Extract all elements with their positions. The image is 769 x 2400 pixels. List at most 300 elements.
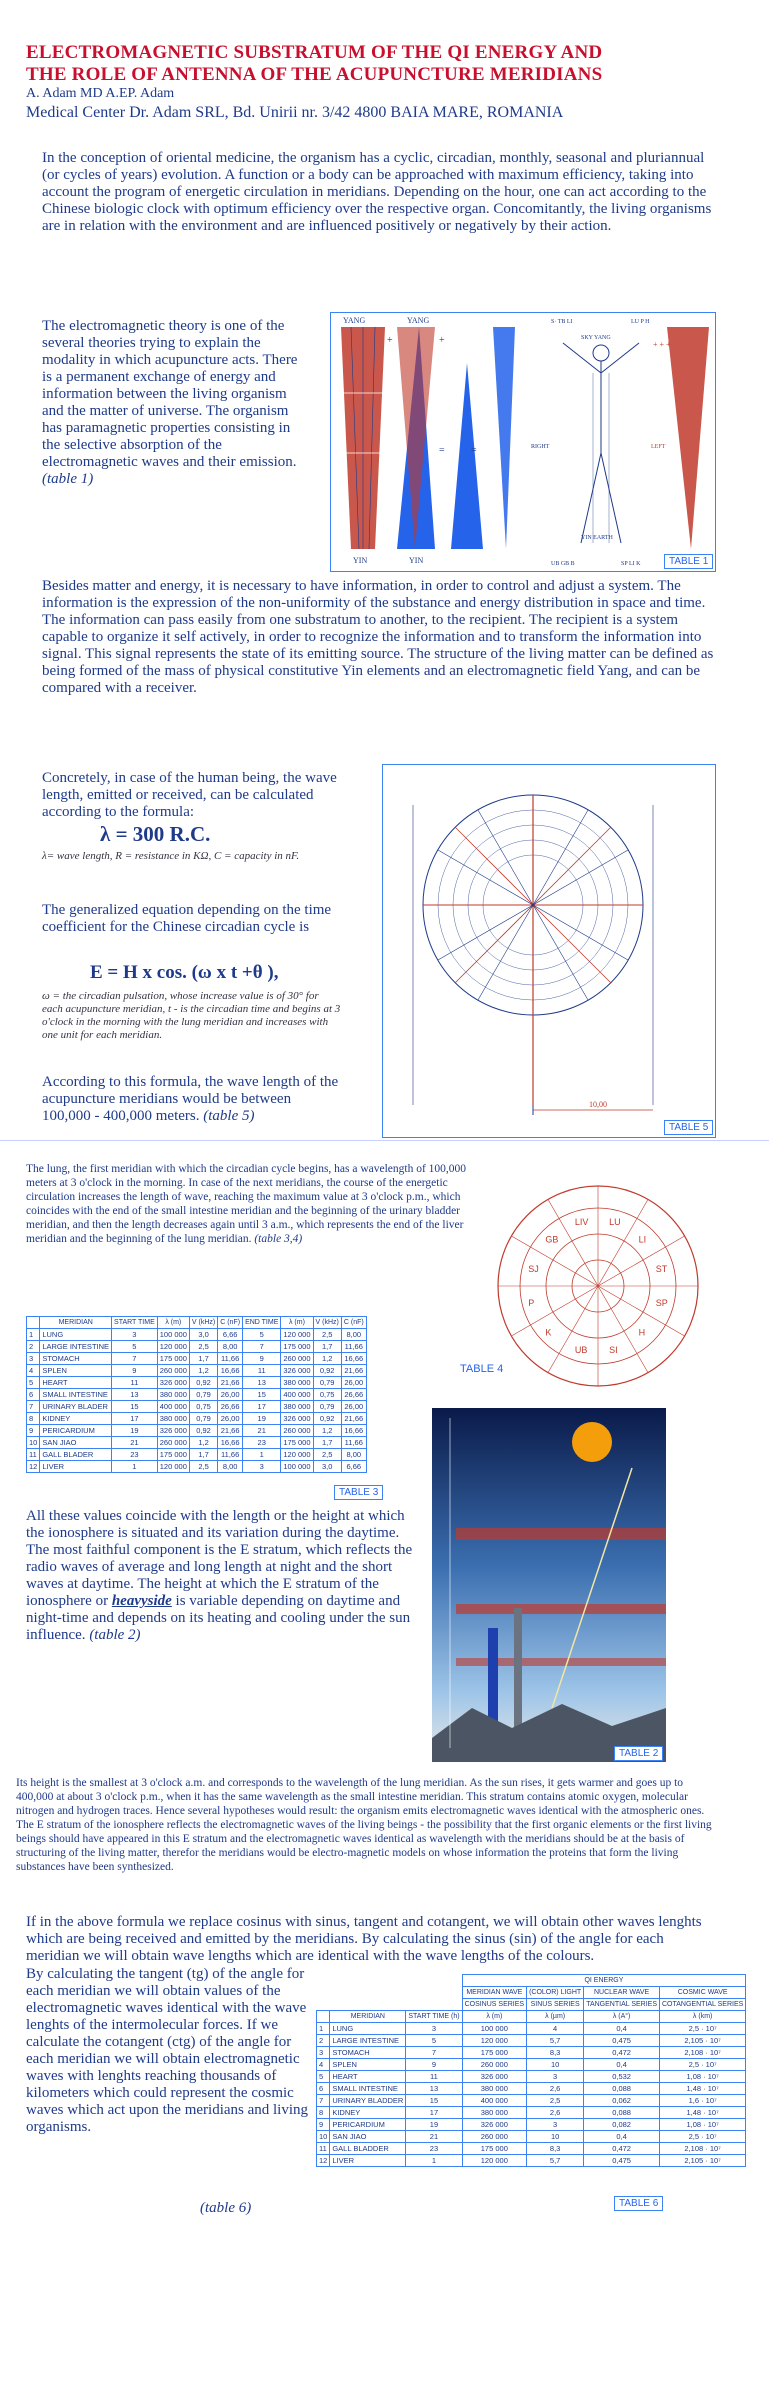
table-cell: 11,66 [341,1437,366,1449]
lung-text: The lung, the first meridian with which the circadian cycle begins, has a wavelength of 100,000 meters at 3 o'clock in the morning. In case of the next meridians, the course of the energetic circulation increases the length of wave, reaching the maximum value at 3 o'clock p.m., which coincides with the end of the small intestine meridian and the beginning of the urinary bladder meridian, and then the length decreases again until 3 a.m., which represents the end of the liver meridian and the beginning of the lung meridian. [26,1163,467,1245]
table-cell: HEART [40,1377,112,1389]
table-cell: 380 000 [462,2083,527,2095]
table-cell: 0,92 [189,1425,217,1437]
theory-ref: (table 1) [42,471,94,487]
table-cell: 13 [243,1377,281,1389]
table-cell: LARGE INTESTINE [40,1341,112,1353]
table-cell: 2,105 · 10⁷ [660,2035,746,2047]
table2-label: TABLE 2 [614,1746,663,1761]
authors: A. Adam MD A.EP. Adam [26,86,175,101]
table-cell: 11,66 [218,1353,243,1365]
table3-header-9: C (nF) [341,1317,366,1329]
table5-label: TABLE 5 [664,1120,713,1135]
table-cell: 260 000 [157,1437,189,1449]
table1-figure [330,312,716,572]
table-row [317,2023,746,2035]
table-cell: 10 [527,2131,584,2143]
theory-paragraph [42,318,304,488]
iono-ref: (table 2) [89,1627,141,1643]
table-cell: PERICARDIUM [40,1425,112,1437]
table-cell: 1,2 [189,1437,217,1449]
table-cell: 12 [27,1461,40,1473]
table3-header-2: START TIME [112,1317,158,1329]
table-cell: 120 000 [462,2155,527,2167]
table-cell: 0,4 [584,2023,660,2035]
tangent-ref [200,2200,251,2217]
table-cell: 11 [112,1377,158,1389]
table-cell: 260 000 [157,1365,189,1377]
table-cell: 16,66 [341,1353,366,1365]
theory-text: The electromagnetic theory is one of the several theories trying to explain the modality in which acupuncture acts. There is a permanent exchange of energy and information between the living organism and the matter of universe. The organism has paramagnetic properties consisting in the selective absorption of the electromagnetic waves and their emission. [42,318,298,470]
table-row [317,2095,746,2107]
table-cell: 7 [317,2095,330,2107]
table-cell: LARGE INTESTINE [330,2035,406,2047]
lung-ref: (table 3,4) [254,1233,303,1245]
table-row [317,2035,746,2047]
table2-diagram [432,1408,666,1762]
table5-diagram [383,765,715,1137]
table-cell: 260 000 [281,1353,313,1365]
table-cell: KIDNEY [40,1413,112,1425]
table4-figure [478,1172,718,1400]
t6-series-1: SINUS SERIES [527,1999,584,2011]
table5-figure [382,764,716,1138]
table-cell: 326 000 [157,1377,189,1389]
tangent-paragraph: By calculating the tangent (tg) of the angle for each meridian we will obtain values of the electromagnetic waves identical with the wave lenghts of the intermolecular forces. If we calculate the cotangent (ctg) of the angle for each meridian we will obtain electromagnetic waves with lenghts reaching thousands of kilometers which could represent the cosmic waves which act upon the meridians and living organisms. [26,1966,309,2135]
table-cell: 9 [112,1365,158,1377]
table-cell: 2,105 · 10⁷ [660,2155,746,2167]
table-cell: 9 [27,1425,40,1437]
table-cell: 23 [406,2143,462,2155]
table-cell: 8,3 [527,2047,584,2059]
table-cell: 21 [112,1437,158,1449]
page-divider [0,1140,769,1141]
table-cell: 8 [317,2107,330,2119]
table-cell: 0,79 [313,1401,341,1413]
table3-header-1: MERIDIAN [40,1317,112,1329]
wheel-label: ST [655,1263,668,1274]
table6-header-0 [317,2011,330,2023]
table-cell: LIVER [330,2155,406,2167]
table4-label: TABLE 4 [456,1362,507,1376]
formula-2-note: ω = the circadian pulsation, whose increase value is of 30° for each acupuncture meridian, t - is the circadian time and begins at 3 o'clock in the morning with the lung meridian and increases with one unit for each meridian. [42,990,341,1041]
table-cell: 7 [27,1401,40,1413]
table-cell: 175 000 [157,1449,189,1461]
table-cell: HEART [330,2071,406,2083]
wheel-label: LU [609,1217,621,1228]
table-cell: 15 [112,1401,158,1413]
table-cell: 4 [527,2023,584,2035]
table-cell: 3 [27,1353,40,1365]
table-cell: 26,00 [218,1413,243,1425]
table-cell: 400 000 [157,1401,189,1413]
table-cell: 0,088 [584,2107,660,2119]
table-cell: 8,00 [341,1449,366,1461]
table-cell: 12 [317,2155,330,2167]
table-cell: 0,79 [189,1413,217,1425]
table-cell: 400 000 [281,1389,313,1401]
table-cell: 5 [112,1341,158,1353]
table6-header-5: λ (A°) [584,2011,660,2023]
table-cell: 1 [112,1461,158,1473]
page-title [26,42,746,86]
svg-text:+: + [439,335,445,346]
table-cell: 11 [243,1365,281,1377]
affiliation: Medical Center Dr. Adam SRL, Bd. Unirii nr. 3/42 4800 BAIA MARE, ROMANIA [26,104,564,121]
concretely-paragraph: Concretely, in case of the human being, the wave length, emitted or received, can be calculated according to the formula: [42,770,337,820]
table-cell: 0,79 [313,1377,341,1389]
table-cell: 120 000 [157,1461,189,1473]
wheel-label: K [545,1327,552,1338]
table3-container [26,1316,367,1473]
table-cell: 6,66 [341,1461,366,1473]
table-cell: 0,088 [584,2083,660,2095]
according-paragraph [42,1074,342,1125]
wheel-label: SJ [528,1263,539,1274]
table-cell: 0,79 [189,1389,217,1401]
table-row [27,1353,367,1365]
table-row [317,2083,746,2095]
table-row [317,2107,746,2119]
table-cell: PERICARDIUM [330,2119,406,2131]
table-cell: 1,2 [189,1365,217,1377]
table3-header-6: END TIME [243,1317,281,1329]
table-cell: 9 [406,2059,462,2071]
information-paragraph: Besides matter and energy, it is necessary to have information, in order to control and adjust a system. The information is the expression of the non-uniformity of the substance and energy distribution in space and time. The information can pass easily from one substratum to another, to the recipient. The recipient is a system capable to organize it self actively, in order to recognize the information and to transform the information into signal. This signal represents the state of its emitting source. The structure of the living matter can be defined as being formed of the mass of physical constitutive Yin elements and an electromagnetic field Yang, and can be compared with a receiver. [42,578,714,696]
table-cell: 6 [27,1389,40,1401]
t5-scale: 10,00 [589,1100,607,1109]
table-cell: 13 [406,2083,462,2095]
table-cell: 8,00 [341,1329,366,1341]
table-cell: 0,082 [584,2119,660,2131]
table-cell: 120 000 [281,1329,313,1341]
table-cell: 1,48 · 10⁷ [660,2083,746,2095]
table-cell: 7 [112,1353,158,1365]
table-cell: 380 000 [281,1377,313,1389]
table-cell: 326 000 [462,2071,527,2083]
according-text: According to this formula, the wave length of the acupuncture meridians would be between 100,000 - 400,000 meters. [42,1074,339,1124]
table-cell: 2 [317,2035,330,2047]
table-cell: 2,5 · 10⁷ [660,2023,746,2035]
t1-right: RIGHT [531,444,550,450]
t1-earth: YIN EARTH [581,535,613,541]
table-cell: 326 000 [281,1365,313,1377]
table-cell: 2,6 [527,2083,584,2095]
iono-keyword: heavyside [111,1593,172,1609]
table-cell: 9 [317,2119,330,2131]
table6 [316,1974,746,2167]
table-cell: URINARY BLADDER [330,2095,406,2107]
table-cell: 0,75 [313,1389,341,1401]
t6-sub-3: COSMIC WAVE [660,1987,746,1999]
table-cell: 5 [27,1377,40,1389]
t1-top2: LU P H [631,319,650,325]
table6-container [316,1974,746,2167]
wheel-label: LIV [574,1217,589,1228]
table-cell: 23 [243,1437,281,1449]
table-cell: 8,00 [218,1341,243,1353]
svg-text:+ + +: + + + [653,340,671,349]
table-cell: 1,7 [313,1437,341,1449]
table-cell: 21,66 [218,1425,243,1437]
ionosphere-paragraph [26,1508,414,1644]
table-cell: STOMACH [40,1353,112,1365]
table-cell: 1,08 · 10⁷ [660,2119,746,2131]
t1-yang-2: YANG [407,316,430,325]
wheel-label: GB [545,1234,559,1245]
t6-sub-0: MERIDIAN WAVE [462,1987,527,1999]
table-cell: 26,00 [341,1377,366,1389]
table-row [27,1413,367,1425]
table3 [26,1316,367,1473]
table-cell: 11,66 [341,1341,366,1353]
table-cell: 0,92 [313,1413,341,1425]
table-cell: 15 [406,2095,462,2107]
table-cell: 0,472 [584,2047,660,2059]
table6-header-3: λ (m) [462,2011,527,2023]
title-line-2: THE ROLE OF ANTENNA OF THE ACUPUNCTURE MERIDIANS [26,64,603,85]
table-cell: 16,66 [218,1365,243,1377]
table3-label: TABLE 3 [334,1485,383,1500]
table-cell: 0,75 [189,1401,217,1413]
table-row [27,1461,367,1473]
table-cell: 1,7 [189,1353,217,1365]
table-cell: 3,0 [313,1461,341,1473]
svg-text:=: = [471,445,477,456]
table-row [317,2059,746,2071]
table-row [27,1377,367,1389]
table-cell: 0,532 [584,2071,660,2083]
table-cell: 3 [317,2047,330,2059]
table-cell: 2,5 · 10⁷ [660,2059,746,2071]
t6-series-2: TANGENTIAL SERIES [584,1999,660,2011]
wheel-label: H [638,1327,646,1338]
table-cell: 380 000 [462,2107,527,2119]
table-cell: 326 000 [157,1425,189,1437]
table-cell: 11 [406,2071,462,2083]
table6-header-4: λ (µm) [527,2011,584,2023]
table-cell: 1,2 [313,1425,341,1437]
table-cell: 3,0 [189,1329,217,1341]
formula-1: λ = 300 R.C. [100,822,211,846]
table-cell: GALL BLADER [40,1449,112,1461]
table-cell: 100 000 [281,1461,313,1473]
table-cell: 2 [27,1341,40,1353]
table-cell: 1,48 · 10⁷ [660,2107,746,2119]
table-cell: 0,4 [584,2131,660,2143]
table-row [317,2047,746,2059]
table-cell: 10 [317,2131,330,2143]
table-cell: 7 [243,1341,281,1353]
table-cell: 100 000 [157,1329,189,1341]
generalized-paragraph: The generalized equation depending on the time coefficient for the Chinese circadian cycle is [42,902,332,935]
table1-diagram [331,313,715,571]
table-cell: SMALL INTESTINE [330,2083,406,2095]
table-cell: 17 [406,2107,462,2119]
t6-series-0: COSINUS SERIES [462,1999,527,2011]
table-cell: 5 [243,1329,281,1341]
intro-paragraph: In the conception of oriental medicine, the organism has a cyclic, circadian, monthly, seasonal and pluriannual (or cycles of years) evolution. A function or a body can be approached with maximum efficiency, taking into account the program of energetic circulation in meridians. Depending on the hour, one can act according to the Chinese biologic clock with optimum efficiency over the respective organ. Concomitantly, the living organisms are in relation with the environment and are influenced positively or negatively by their action. [42,150,712,234]
table-cell: 9 [243,1353,281,1365]
table-cell: 26,66 [218,1401,243,1413]
t1-left: LEFT [651,444,666,450]
svg-text:+: + [387,335,393,346]
formula-1-note: λ= wave length, R = resistance in KΩ, C = capacity in nF. [42,850,300,862]
table-cell: 2,5 [313,1329,341,1341]
t1-bottom: UB GB B [551,561,575,567]
table-cell: 120 000 [157,1341,189,1353]
table-row [317,2155,746,2167]
table-cell: 175 000 [157,1353,189,1365]
table3-header-0 [27,1317,40,1329]
cosine-paragraph: If in the above formula we replace cosinus with sinus, tangent and cotangent, we will obtain other waves lenghts which are being received and emitted by the meridians. By calculating the sinus (sin) of the angle for each meridian we will obtain wave lengths which are identical with the wave lengths of the colours. [26,1914,702,1964]
table2-figure [432,1408,666,1762]
table-cell: 1 [317,2023,330,2035]
table-cell: 3 [527,2119,584,2131]
t1-yin-2: YIN [409,556,424,565]
t1-sky: SKY YANG [581,335,611,341]
table-cell: 2,5 [189,1461,217,1473]
table-cell: 21 [243,1425,281,1437]
table-row [27,1329,367,1341]
table-cell: LUNG [40,1329,112,1341]
table-cell: 5,7 [527,2035,584,2047]
table-row [27,1437,367,1449]
wheel-label: SP [655,1298,668,1309]
table-cell: 11 [317,2143,330,2155]
table-cell: STOMACH [330,2047,406,2059]
table-cell: 26,00 [218,1389,243,1401]
table-cell: 16,66 [218,1437,243,1449]
table-cell: SMALL INTESTINE [40,1389,112,1401]
table-cell: 1 [243,1449,281,1461]
table-row [27,1449,367,1461]
lung-paragraph [26,1162,478,1246]
table-cell: 0,475 [584,2035,660,2047]
table-cell: 8 [27,1413,40,1425]
table-cell: 1,08 · 10⁷ [660,2071,746,2083]
table-cell: 8,3 [527,2143,584,2155]
table-cell: 120 000 [281,1449,313,1461]
table-cell: 120 000 [462,2035,527,2047]
table-cell: 1,2 [313,1353,341,1365]
t1-top: S· TB LI [551,319,573,325]
table-row [317,2143,746,2155]
table-cell: 2,108 · 10⁷ [660,2047,746,2059]
iono-end: is variable depending on daytime and night-time and depends on its heating and cooling under the sun influence. [26,1593,411,1643]
table-cell: 7 [406,2047,462,2059]
table-row [317,2071,746,2083]
table3-header-8: V (kHz) [313,1317,341,1329]
table-cell: 8,00 [218,1461,243,1473]
svg-text:=: = [439,445,445,456]
iono-text: All these values coincide with the length or the height at which the ionosphere is situated and its variation during the daytime. The most faithful component is the E stratum, which reflects the radio waves of average and long length at night and the short waves at daytime. The height at which the E stratum of the ionosphere or [26,1508,413,1609]
table-cell: SAN JIAO [330,2131,406,2143]
table-cell: 15 [243,1389,281,1401]
table-cell: 0,472 [584,2143,660,2155]
table-cell: 21,66 [341,1413,366,1425]
table4-diagram [478,1172,718,1400]
table-cell: 1,7 [189,1449,217,1461]
table-cell: 21,66 [341,1365,366,1377]
according-ref: (table 5) [203,1108,255,1124]
table-cell: URINARY BLADER [40,1401,112,1413]
table-cell: 400 000 [462,2095,527,2107]
table-cell: 2,5 [527,2095,584,2107]
table-cell: 5,7 [527,2155,584,2167]
table-cell: 3 [406,2023,462,2035]
t6-sub-1: (COLOR) LIGHT [527,1987,584,1999]
table-cell: 3 [243,1461,281,1473]
table-cell: 2,5 [189,1341,217,1353]
table-cell: 19 [112,1425,158,1437]
height-paragraph: Its height is the smallest at 3 o'clock a.m. and corresponds to the wavelength of the lung meridian. As the sun rises, it gets warmer and goes up to 400,000 at about 3 o'clock p.m., when it has the same wavelength as the small intestine meridian. This stratum contains atomic oxygen, molecular nitrogen and hydrogen traces. Hence several hypotheses would result: the organism emits electromagnetic waves identical with the atmospheric ones. The E stratum of the ionosphere reflects the electromagnetic waves of the living beings - the possibility that the first organic elements or the first living beings should have appeared in this E stratum and the electromagnetic waves identical as wavelength with the meridians should be at the basis of structuring of the living matter, therefor the meridians would be electro-magnetic models on whose information the proteins that form the living substances have been synthesized. [16,1777,712,1873]
table-cell: 13 [112,1389,158,1401]
table-cell: 23 [112,1449,158,1461]
table-cell: 10 [527,2059,584,2071]
table-cell: 260 000 [281,1425,313,1437]
table-cell: 10 [27,1437,40,1449]
table-cell: 26,00 [341,1401,366,1413]
table-cell: 2,5 · 10⁷ [660,2131,746,2143]
table-cell: SAN JIAO [40,1437,112,1449]
table-cell: SPLEN [330,2059,406,2071]
table-row [27,1341,367,1353]
wheel-label: SI [609,1344,618,1355]
table3-header-7: λ (m) [281,1317,313,1329]
table-cell: 5 [406,2035,462,2047]
t1-yin-1: YIN [353,556,368,565]
table-cell: 2,5 [313,1449,341,1461]
wheel-label: UB [574,1344,588,1355]
table-cell: 0,92 [313,1365,341,1377]
table-cell: 0,4 [584,2059,660,2071]
table-cell: GALL BLADDER [330,2143,406,2155]
wheel-label: P [528,1298,535,1309]
table-cell: 2,6 [527,2107,584,2119]
table3-header-3: λ (m) [157,1317,189,1329]
formula-2: E = H x cos. (ω x t +θ ), [90,962,279,983]
wheel-label: LI [638,1234,647,1245]
table6-label: TABLE 6 [614,2196,663,2211]
t6-series-3: COTANGENTIAL SERIES [660,1999,746,2011]
table-cell: 380 000 [281,1401,313,1413]
table-cell: 6,66 [218,1329,243,1341]
table-cell: 260 000 [462,2131,527,2143]
table-cell: 5 [317,2071,330,2083]
table6-header-6: λ (km) [660,2011,746,2023]
t1-yang-1: YANG [343,316,366,325]
table-cell: 0,475 [584,2155,660,2167]
table-cell: 4 [27,1365,40,1377]
t6-sub-2: NUCLEAR WAVE [584,1987,660,1999]
table-cell: SPLEN [40,1365,112,1377]
table-cell: 175 000 [281,1437,313,1449]
table-cell: 1 [27,1329,40,1341]
table-row [317,2119,746,2131]
table6-header-1: MERIDIAN [330,2011,406,2023]
table-cell: 380 000 [157,1389,189,1401]
table-cell: 19 [406,2119,462,2131]
table-row [27,1401,367,1413]
table-cell: 21,66 [218,1377,243,1389]
table-cell: 326 000 [462,2119,527,2131]
table-cell: 175 000 [462,2143,527,2155]
t6-group: QI ENERGY [462,1975,746,1987]
table-cell: 2,108 · 10⁷ [660,2143,746,2155]
table-cell: 17 [243,1401,281,1413]
table-cell: 1,7 [313,1341,341,1353]
